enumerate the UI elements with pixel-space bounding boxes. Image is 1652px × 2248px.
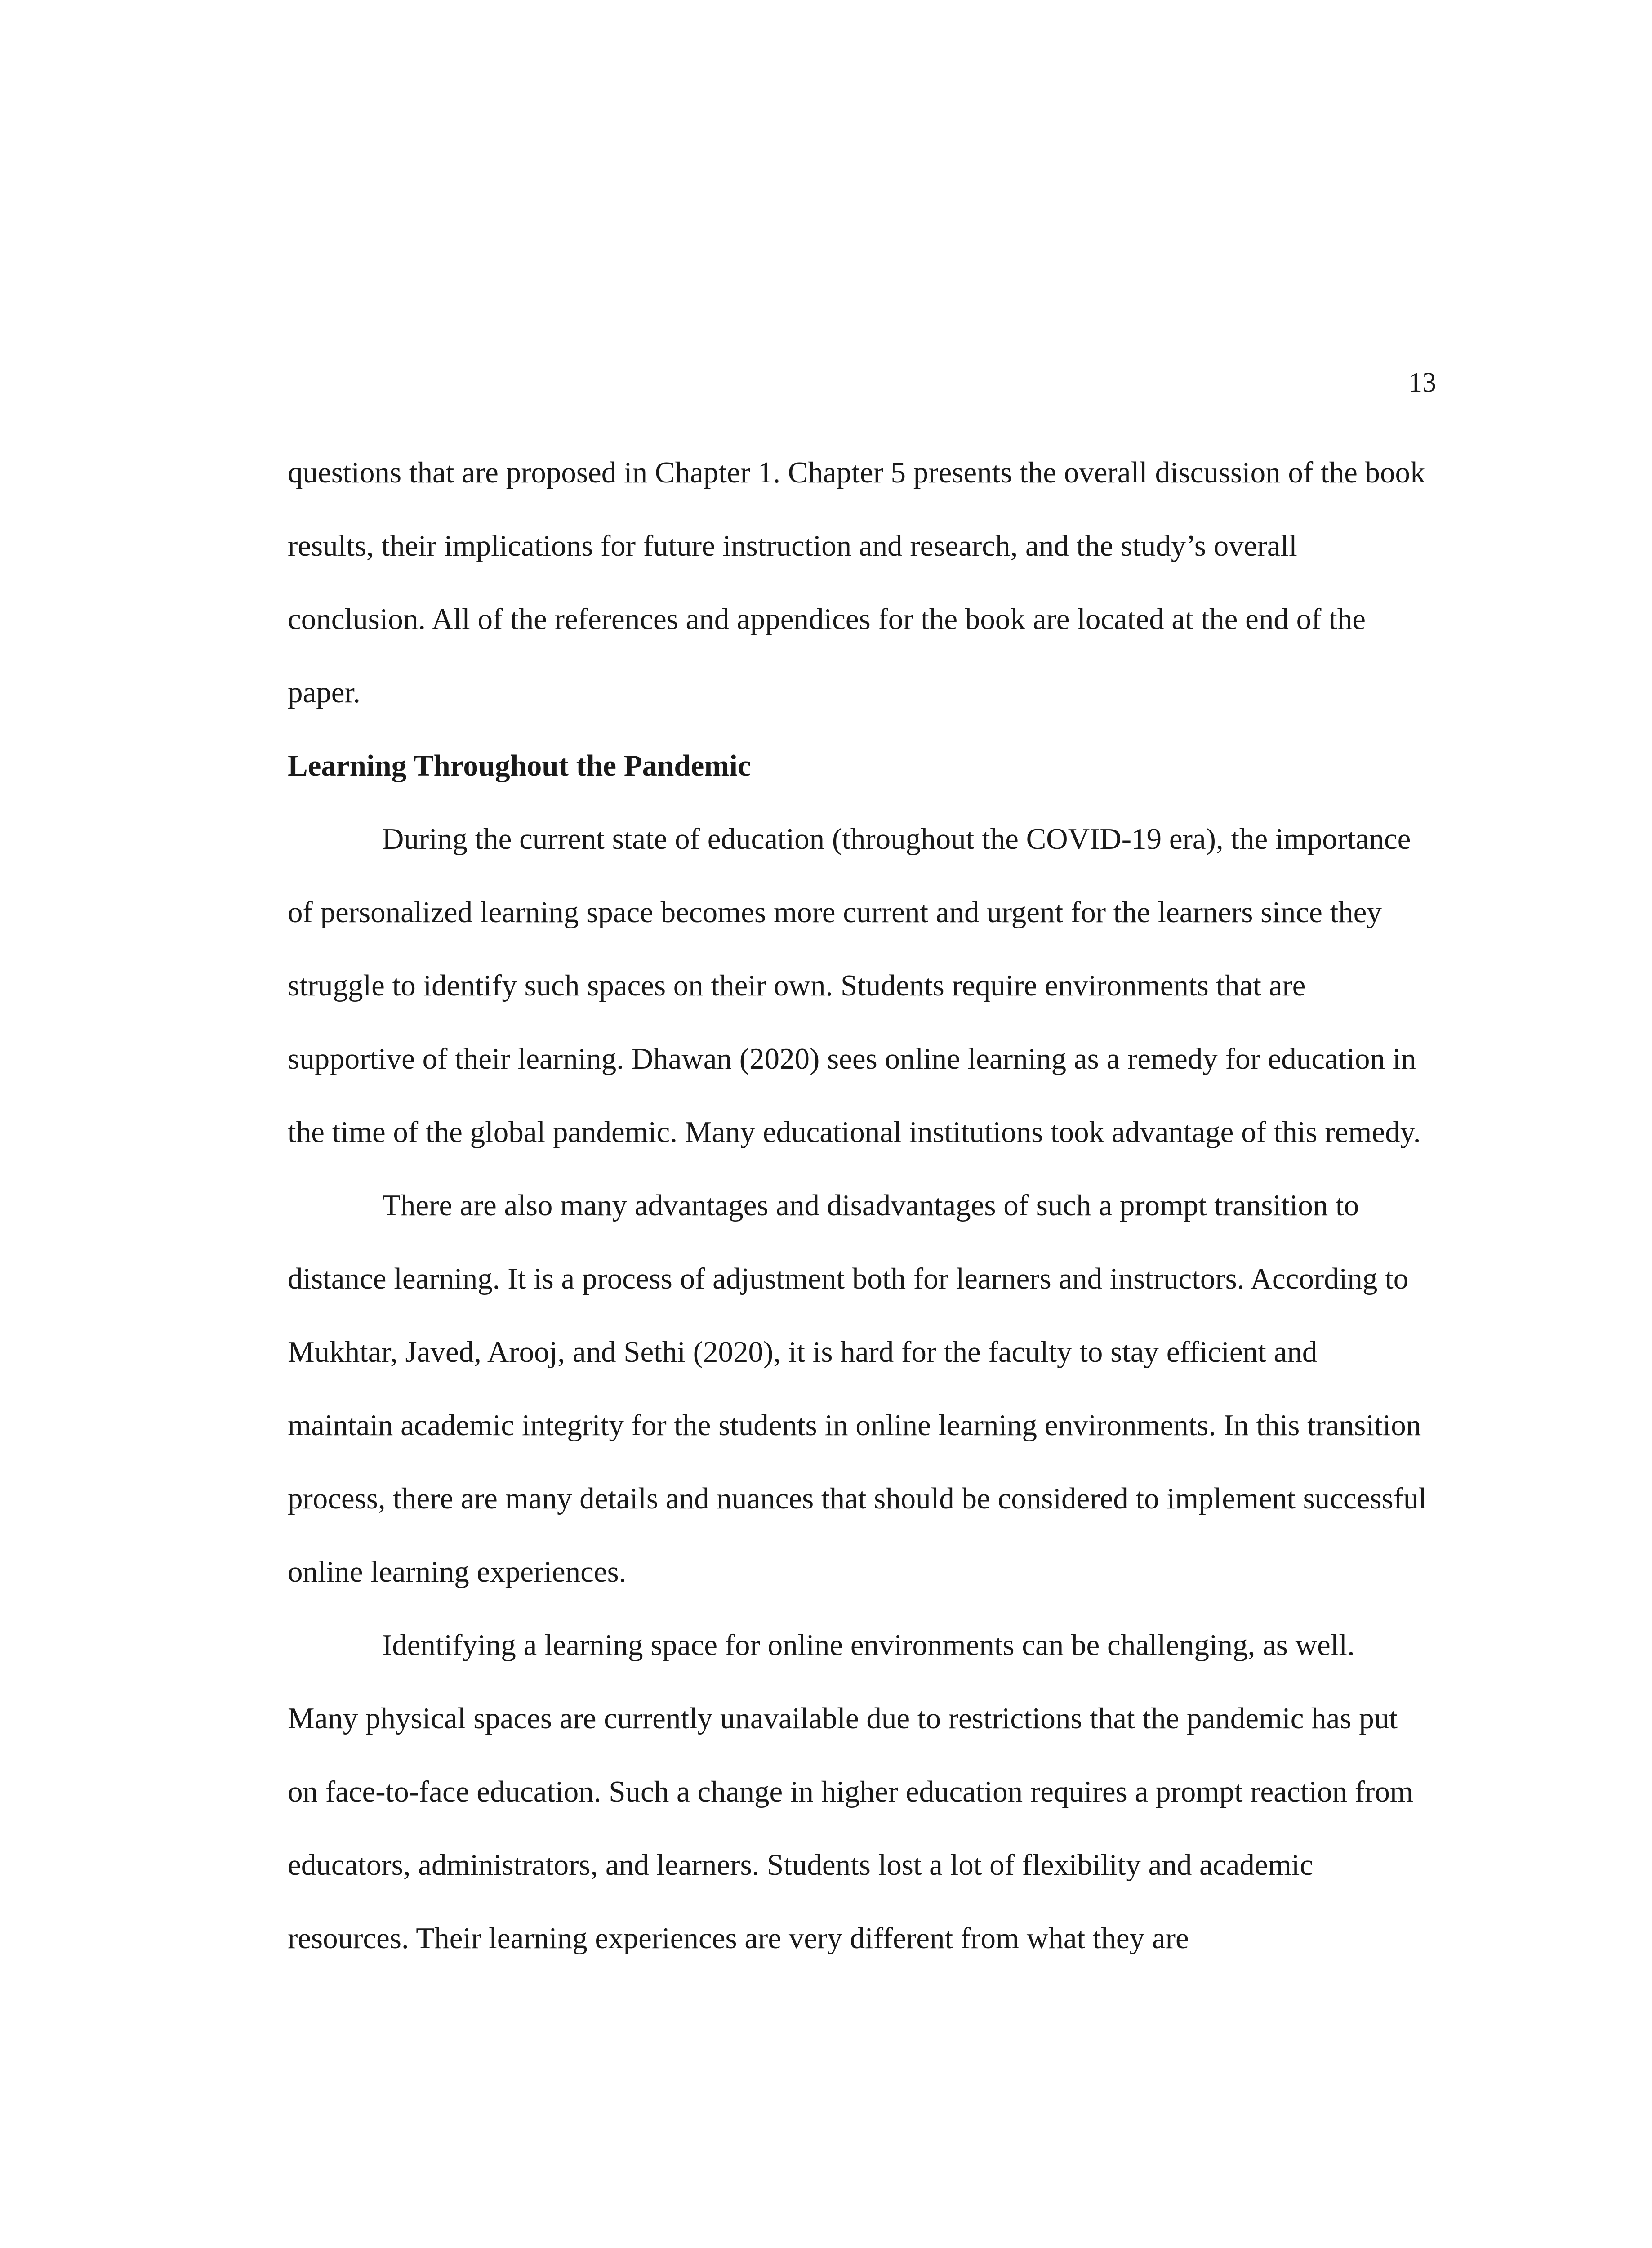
body-paragraph: During the current state of education (throughout the COVID-19 era), the importance of personalized learning space becomes more current and urgent for the learners since they struggle to identify such spaces on their own. Students require environments that are supportive of their learning. Dhawan (2020) sees online learning as a remedy for education in the time of the global pandemic. Many educational institutions took advantage of this remedy. [288,822,1421,1149]
body-paragraph: Identifying a learning space for online environments can be challenging, as well. Many physical spaces are currently unavailable due to restrictions that the pandemic has put on face-to-face education. Such a change in higher education requires a prompt reaction from educators, administrators, and learners. Students lost a lot of flexibility and academic resources. Their learning experiences are very different from what they are [288,1628,1413,1955]
section-heading: Learning Throughout the Pandemic [288,749,751,782]
body-paragraph: There are also many advantages and disadvantages of such a prompt transition to distance learning. It is a process of adjustment both for learners and instructors. According to Mukhtar, Javed, Arooj, and Sethi (2020), it is hard for the faculty to stay efficient and maintain academic integrity for the students in online learning environments. In this transition process, there are many details and nuances that should be considered to implement successful online learning experiences. [288,1189,1427,1588]
page-number: 13 [1408,367,1436,398]
continuation-paragraph: questions that are proposed in Chapter 1. Chapter 5 presents the overall discussion of the book results, their implications for future instruction and research, and the study’s overall conclusion. All of the references and appendices for the book are located at the end of the paper. [288,456,1425,709]
page-body [288,436,1429,1975]
